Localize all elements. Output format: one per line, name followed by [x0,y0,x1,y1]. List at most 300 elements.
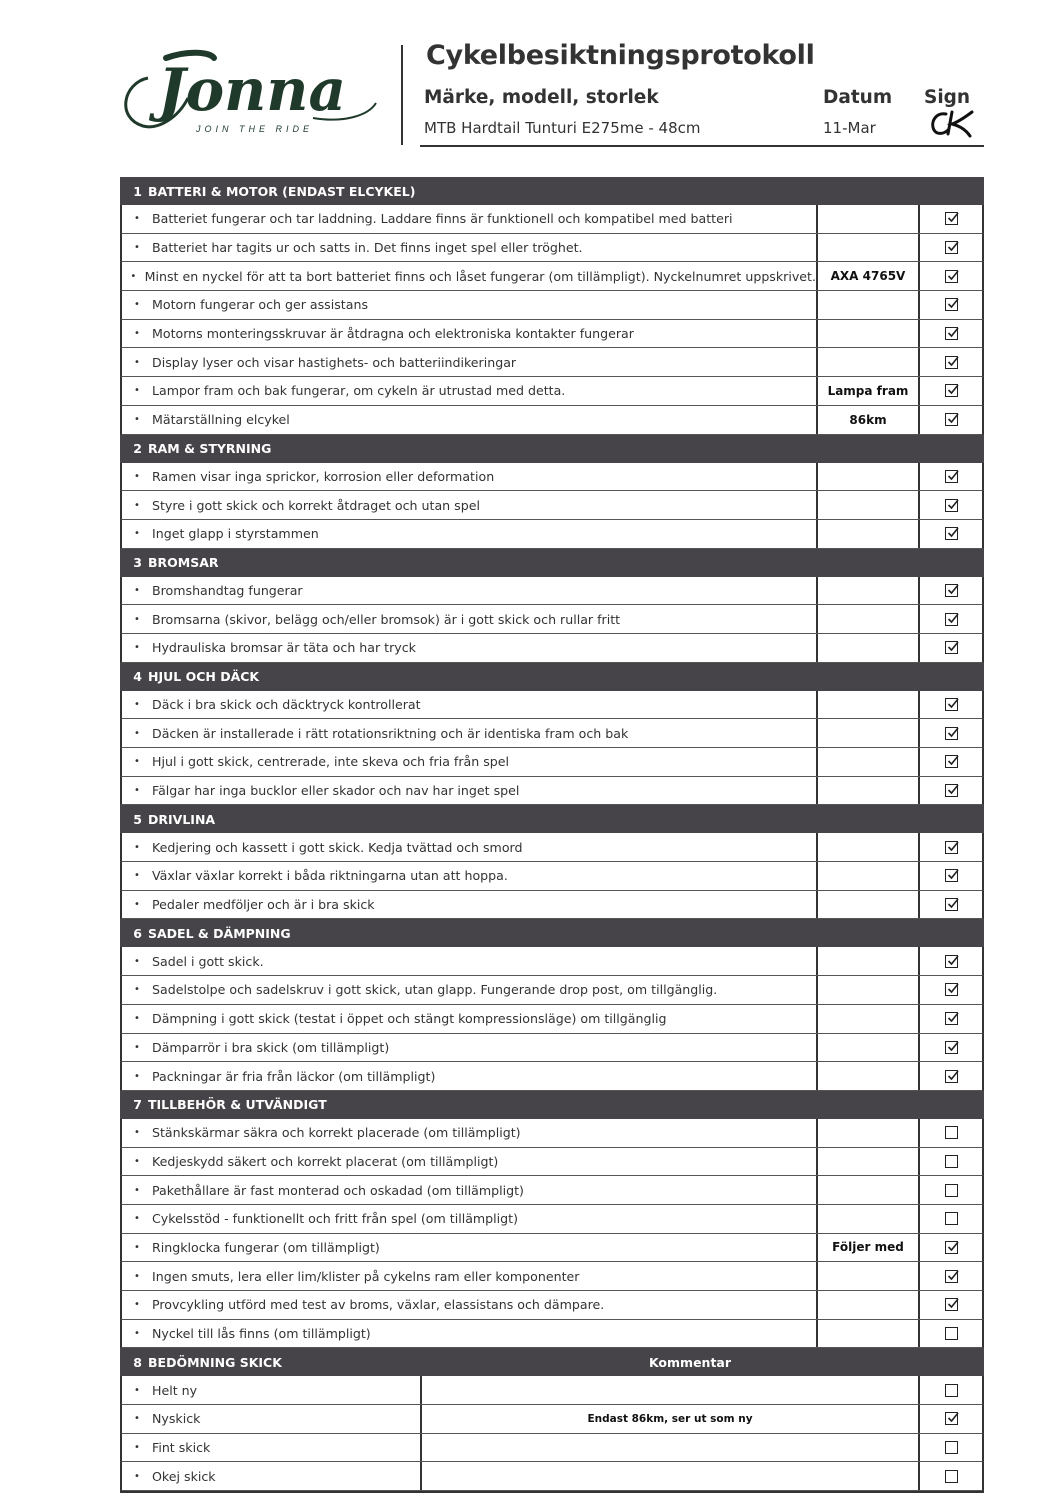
note-cell[interactable] [818,1119,920,1147]
row-label: Mätarställning elcykel [152,412,290,428]
row-text-cell [122,234,818,262]
bullet-icon: • [134,242,140,254]
bullet-icon: • [134,785,140,797]
checklist-row [120,891,984,920]
section-title: BROMSAR [148,555,219,571]
comment-cell[interactable]: Endast 86km, ser ut som ny [422,1405,920,1433]
row-text-cell [122,491,818,519]
note-cell[interactable] [818,1034,920,1062]
check-cell [920,1262,982,1290]
page-title: Cykelbesiktningsprotokoll [426,40,815,71]
section-title: DRIVLINA [148,811,216,827]
checked-checkbox-icon[interactable] [945,270,958,283]
bullet-icon: • [134,984,140,996]
note-cell[interactable] [818,520,920,548]
checklist-row [120,976,984,1005]
checklist-row [120,691,984,720]
check-cell [920,605,982,633]
checked-checkbox-icon[interactable] [945,755,958,768]
check-cell [920,833,982,861]
bullet-icon: • [134,213,140,225]
checklist-row [120,634,984,663]
note-cell[interactable] [818,976,920,1004]
checklist-row [120,205,984,234]
section-title: RAM & STYRNING [148,441,272,456]
checked-checkbox-icon[interactable] [945,898,958,911]
note-cell[interactable] [818,691,920,719]
date-value: 11-Mar [823,119,876,137]
check-cell [920,691,982,719]
section-number: 4 [133,669,142,685]
unchecked-checkbox-icon[interactable] [945,1155,958,1168]
checked-checkbox-icon[interactable] [945,384,958,397]
bullet-icon: • [134,1184,140,1196]
check-cell [920,1148,982,1176]
checked-checkbox-icon[interactable] [945,983,958,996]
checked-checkbox-icon[interactable] [945,413,958,426]
bullet-icon: • [134,642,140,654]
bullet-icon: • [134,1470,140,1482]
checklist-row [120,862,984,891]
row-text-cell [122,577,818,605]
row-label: Okej skick [152,1468,216,1484]
check-cell [920,491,982,519]
check-cell [920,1119,982,1147]
checklist-row [120,833,984,862]
row-label: Display lyser och visar hastighets- och batteriindikeringar [152,354,517,370]
row-label: Helt ny [152,1382,198,1398]
bullet-icon: • [134,584,140,596]
checked-checkbox-icon[interactable] [945,698,958,711]
checked-checkbox-icon[interactable] [945,1270,958,1283]
bullet-icon: • [134,328,140,340]
row-label: Sadel i gott skick. [152,953,264,969]
row-label: Däcken är installerade i rätt rotationsriktning och är identiska fram och bak [152,725,629,741]
checklist-row [120,291,984,320]
row-text-cell [122,1176,818,1204]
section-number: 2 [133,441,142,456]
note-cell[interactable] [818,862,920,890]
checklist-row [120,719,984,748]
bullet-icon: • [134,385,140,397]
checklist-row [120,1376,984,1405]
row-label: Bromsarna (skivor, belägg och/eller bromsok) är i gott skick och rullar fritt [152,611,621,627]
section-title: BATTERI & MOTOR (ENDAST ELCYKEL) [148,183,416,199]
unchecked-checkbox-icon[interactable] [945,1441,958,1454]
check-cell [920,520,982,548]
check-cell [920,1462,982,1490]
row-text-cell [122,1005,818,1033]
checklist-row [120,577,984,606]
row-text-cell [122,348,818,376]
row-text-cell [122,719,818,747]
check-cell [920,262,982,290]
check-cell [920,406,982,434]
row-text-cell [122,947,818,975]
checklist-row [120,348,984,377]
bullet-icon: • [134,1241,140,1253]
checked-checkbox-icon[interactable] [945,241,958,254]
checked-checkbox-icon[interactable] [945,784,958,797]
check-cell [920,1205,982,1233]
note-cell[interactable] [818,491,920,519]
row-label: Ramen visar inga sprickor, korrosion eller deformation [152,468,495,484]
comment-cell[interactable] [422,1434,920,1462]
row-label: Provcykling utförd med test av broms, växlar, elassistans och dämpare. [152,1297,605,1313]
note-cell[interactable] [818,577,920,605]
check-cell [920,1434,982,1462]
checked-checkbox-icon[interactable] [945,327,958,340]
row-text-cell [122,691,818,719]
note-cell[interactable]: 86km [818,406,920,434]
row-text-cell [122,1234,818,1262]
logo-wordmark: Jonna [158,56,347,124]
logo-tagline: JOIN THE RIDE [196,124,314,134]
checklist-row [120,1205,984,1234]
row-label: Ringklocka fungerar (om tillämpligt) [152,1239,380,1255]
checked-checkbox-icon[interactable] [945,1298,958,1311]
row-text-cell [122,520,818,548]
row-label: Fälgar har inga bucklor eller skador och nav har inget spel [152,783,520,799]
checked-checkbox-icon[interactable] [945,1012,958,1025]
checklist-row [120,1291,984,1320]
row-label: Nyckel till lås finns (om tillämpligt) [152,1326,371,1342]
model-label: Märke, modell, storlek [424,87,659,108]
header-underline [420,145,984,147]
checklist-row [120,377,984,406]
checklist-row [120,1062,984,1091]
row-text-cell [122,406,818,434]
checked-checkbox-icon[interactable] [945,641,958,654]
row-text-cell [122,777,818,805]
row-text-cell [122,833,818,861]
note-cell[interactable] [818,348,920,376]
checklist-row [120,320,984,349]
row-label: Batteriet har tagits ur och satts in. Det finns inget spel eller tröghet. [152,240,583,256]
row-label: Fint skick [152,1440,211,1456]
row-text-cell [122,377,818,405]
check-cell [920,1376,982,1404]
note-cell[interactable] [818,205,920,233]
section-title: BEDÖMNING SKICK [148,1354,282,1370]
row-text-cell [122,1119,818,1147]
checklist-row [120,1405,984,1434]
note-cell[interactable] [818,1291,920,1319]
check-cell [920,205,982,233]
row-text-cell [122,862,818,890]
row-text-cell [122,634,818,662]
row-text-cell [122,1148,818,1176]
row-text-cell [122,1320,818,1348]
unchecked-checkbox-icon[interactable] [945,1126,958,1139]
checked-checkbox-icon[interactable] [945,584,958,597]
note-cell[interactable] [818,1262,920,1290]
note-cell[interactable] [818,1148,920,1176]
checklist-row [120,1320,984,1349]
checklist-row [120,1434,984,1463]
comment-cell[interactable] [422,1376,920,1404]
row-text-cell [122,976,818,1004]
checked-checkbox-icon[interactable] [945,298,958,311]
row-label: Hjul i gott skick, centrerade, inte skeva och fria från spel [152,754,510,770]
note-cell[interactable] [818,463,920,491]
unchecked-checkbox-icon[interactable] [945,1184,958,1197]
row-label: Inget glapp i styrstammen [152,526,319,542]
check-cell [920,1034,982,1062]
bullet-icon: • [134,499,140,511]
row-label: Växlar växlar korrekt i båda riktningarna utan att hoppa. [152,868,508,884]
bullet-icon: • [130,270,137,282]
bullet-icon: • [134,1413,140,1425]
checklist-row [120,1119,984,1148]
section-header [120,1091,984,1119]
check-cell [920,719,982,747]
bullet-icon: • [134,1328,140,1340]
unchecked-checkbox-icon[interactable] [945,1212,958,1225]
bullet-icon: • [134,1155,140,1167]
bullet-icon: • [134,698,140,710]
row-label: Lampor fram och bak fungerar, om cykeln är utrustad med detta. [152,383,566,399]
check-cell [920,348,982,376]
unchecked-checkbox-icon[interactable] [945,1327,958,1340]
checked-checkbox-icon[interactable] [945,869,958,882]
row-label: Styre i gott skick och korrekt åtdraget och utan spel [152,497,480,513]
checked-checkbox-icon[interactable] [945,841,958,854]
row-text-cell [122,1405,422,1433]
comment-cell[interactable] [422,1462,920,1490]
note-cell[interactable] [818,833,920,861]
checked-checkbox-icon[interactable] [945,955,958,968]
checklist-row [120,234,984,263]
row-text-cell [122,1376,422,1404]
row-label: Dämparrör i bra skick (om tillämpligt) [152,1039,390,1055]
row-label: Minst en nyckel för att ta bort batteriet finns och låset fungerar (om tillämpligt). Nyckelnumret uppskrivet. [144,268,816,284]
check-cell [920,976,982,1004]
note-cell[interactable]: AXA 4765V [818,262,920,290]
checklist-row [120,262,984,291]
check-cell [920,1005,982,1033]
bullet-icon: • [134,528,140,540]
note-cell[interactable] [818,719,920,747]
check-cell [920,748,982,776]
row-label: Nyskick [152,1411,201,1427]
bullet-icon: • [134,1299,140,1311]
checklist-row [120,1176,984,1205]
check-cell [920,1405,982,1433]
date-label: Datum [823,87,893,108]
row-text-cell [122,1034,818,1062]
checklist-row [120,520,984,549]
check-cell [920,1176,982,1204]
row-text-cell [122,748,818,776]
section-number: 7 [133,1097,142,1113]
checked-checkbox-icon[interactable] [945,470,958,483]
bullet-icon: • [134,899,140,911]
checked-checkbox-icon[interactable] [945,1070,958,1083]
checked-checkbox-icon[interactable] [945,727,958,740]
section-header [120,435,984,463]
row-text-cell [122,291,818,319]
row-label: Cykelsstöd - funktionellt och fritt från spel (om tillämpligt) [152,1211,519,1227]
note-cell[interactable] [818,291,920,319]
inspection-table [120,177,984,1493]
section-header [120,663,984,691]
unchecked-checkbox-icon[interactable] [945,1384,958,1397]
section-number: 1 [133,183,142,199]
row-label: Ingen smuts, lera eller lim/klister på cykelns ram eller komponenter [152,1268,580,1284]
checklist-row [120,1034,984,1063]
bullet-icon: • [134,841,140,853]
checked-checkbox-icon[interactable] [945,527,958,540]
note-cell[interactable] [818,605,920,633]
checklist-row [120,1234,984,1263]
note-cell[interactable] [818,748,920,776]
section-header [120,549,984,577]
note-cell[interactable] [818,1176,920,1204]
checklist-row [120,463,984,492]
checklist-row [120,947,984,976]
row-label: Sadelstolpe och sadelskruv i gott skick, utan glapp. Fungerande drop post, om tillgänglig. [152,982,718,998]
bullet-icon: • [134,756,140,768]
row-label: Hydrauliska bromsar är täta och har tryck [152,640,416,656]
unchecked-checkbox-icon[interactable] [945,1470,958,1483]
section-title: HJUL OCH DÄCK [148,669,260,685]
checked-checkbox-icon[interactable] [945,1041,958,1054]
row-text-cell [122,262,818,290]
row-label: Pedaler medföljer och är i bra skick [152,897,375,913]
checked-checkbox-icon[interactable] [945,212,958,225]
section-header [120,177,984,205]
row-text-cell [122,891,818,919]
checked-checkbox-icon[interactable] [945,1241,958,1254]
checklist-row [120,777,984,806]
check-cell [920,1062,982,1090]
checked-checkbox-icon[interactable] [945,613,958,626]
bullet-icon: • [134,1041,140,1053]
row-text-cell [122,1205,818,1233]
comment-header: Kommentar [648,1354,732,1370]
check-cell [920,947,982,975]
checklist-row [120,748,984,777]
table-bottom-border [120,1491,984,1493]
row-text-cell [122,463,818,491]
row-label: Batteriet fungerar och tar laddning. Laddare finns är funktionell och kompatibel med batteri [152,211,733,227]
note-cell[interactable] [818,320,920,348]
check-cell [920,291,982,319]
check-cell [920,463,982,491]
checklist-row [120,1148,984,1177]
row-text-cell [122,1062,818,1090]
note-cell[interactable] [818,1005,920,1033]
checklist-row [120,406,984,435]
checklist-row [120,1462,984,1491]
row-label: Motorns monteringsskruvar är åtdragna och elektroniska kontakter fungerar [152,326,634,342]
bullet-icon: • [134,1270,140,1282]
section-title: SADEL & DÄMPNING [148,925,291,941]
bullet-icon: • [134,1070,140,1082]
note-cell[interactable] [818,1062,920,1090]
sign-label: Sign [924,87,971,108]
note-cell[interactable] [818,634,920,662]
bullet-icon: • [134,299,140,311]
checked-checkbox-icon[interactable] [945,1412,958,1425]
note-cell[interactable] [818,1205,920,1233]
checklist-row [120,1262,984,1291]
row-text-cell [122,320,818,348]
row-label: Kedjeskydd säkert och korrekt placerat (om tillämpligt) [152,1153,499,1169]
checked-checkbox-icon[interactable] [945,356,958,369]
bullet-icon: • [134,414,140,426]
checklist-row [120,605,984,634]
row-text-cell [122,1291,818,1319]
bullet-icon: • [134,356,140,368]
section-header [120,919,984,947]
row-text-cell [122,605,818,633]
check-cell [920,1291,982,1319]
note-cell[interactable]: Följer med [818,1234,920,1262]
section-title: TILLBEHÖR & UTVÄNDIGT [148,1097,327,1113]
checked-checkbox-icon[interactable] [945,499,958,512]
check-cell [920,377,982,405]
row-label: Motorn fungerar och ger assistans [152,297,369,313]
row-text-cell [122,1262,818,1290]
check-cell [920,577,982,605]
header-divider [401,45,403,145]
row-text-cell [122,1434,422,1462]
bullet-icon: • [134,870,140,882]
check-cell [920,862,982,890]
check-cell [920,234,982,262]
row-label: Stänkskärmar säkra och korrekt placerade (om tillämpligt) [152,1125,521,1141]
row-text-cell [122,1462,422,1490]
bullet-icon: • [134,1384,140,1396]
note-cell[interactable] [818,777,920,805]
checklist-row [120,491,984,520]
row-label: Kedjering och kassett i gott skick. Kedja tvättad och smord [152,839,523,855]
check-cell [920,891,982,919]
section-header [120,805,984,833]
row-label: Pakethållare är fast monterad och oskadad (om tillämpligt) [152,1182,524,1198]
section-number: 8 [133,1354,142,1370]
bullet-icon: • [134,955,140,967]
note-cell[interactable]: Lampa fram [818,377,920,405]
bullet-icon: • [134,1013,140,1025]
check-cell [920,320,982,348]
section-number: 6 [133,925,142,941]
check-cell [920,1320,982,1348]
bullet-icon: • [134,1213,140,1225]
note-cell[interactable] [818,891,920,919]
check-cell [920,777,982,805]
row-text-cell [122,205,818,233]
checklist-row [120,1005,984,1034]
row-label: Packningar är fria från läckor (om tillämpligt) [152,1068,436,1084]
section-number: 5 [133,811,142,827]
bullet-icon: • [134,727,140,739]
note-cell[interactable] [818,1320,920,1348]
row-label: Dämpning i gott skick (testat i öppet och stängt kompressionsläge) om tillgänglig [152,1011,667,1027]
bullet-icon: • [134,470,140,482]
signature [928,108,976,142]
row-label: Däck i bra skick och däcktryck kontrollerat [152,696,421,712]
check-cell [920,634,982,662]
section-number: 3 [133,555,142,571]
model-value: MTB Hardtail Tunturi E275me - 48cm [424,119,701,137]
note-cell[interactable] [818,234,920,262]
note-cell[interactable] [818,947,920,975]
jonna-logo [118,48,380,138]
check-cell [920,1234,982,1262]
